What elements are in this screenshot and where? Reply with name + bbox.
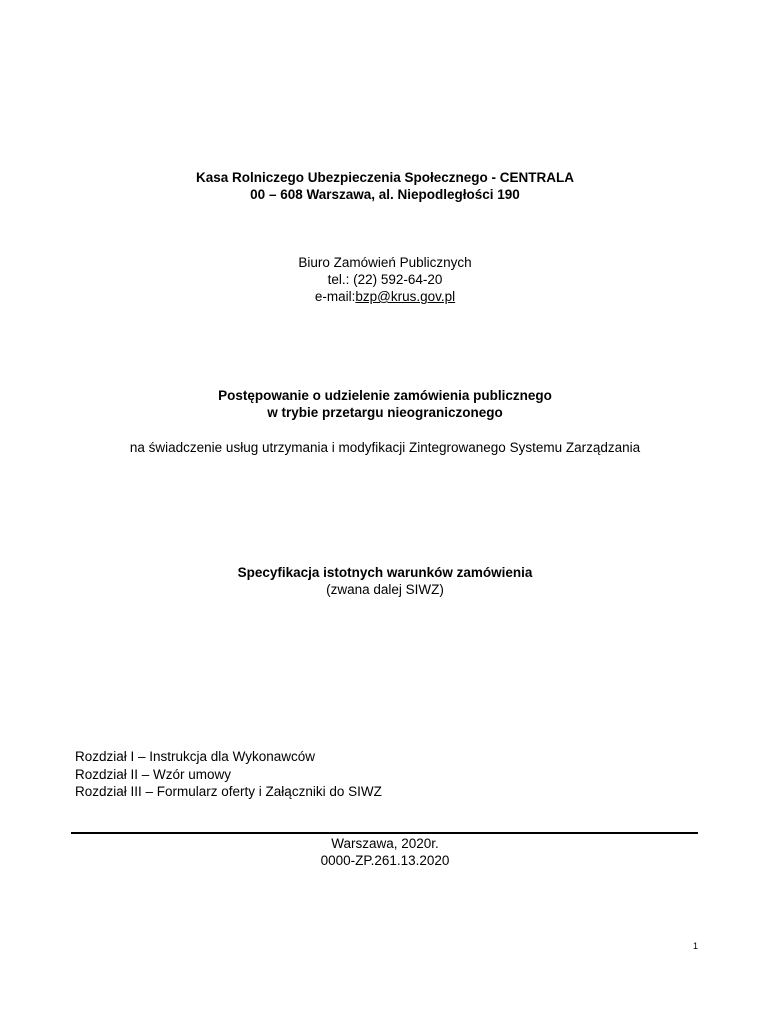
specification-title bbox=[0, 564, 770, 598]
office-phone: tel.: (22) 592-64-20 bbox=[327, 272, 443, 287]
specification-title-text: Specyfikacja istotnych warunków zamówienia bbox=[237, 565, 533, 580]
chapter-item: Rozdział I – Instrukcja dla Wykonawców bbox=[75, 749, 315, 764]
place-date: Warszawa, 2020r. bbox=[331, 836, 439, 851]
office-contact bbox=[0, 254, 770, 305]
chapter-item: Rozdział II – Wzór umowy bbox=[75, 766, 232, 782]
chapter-list bbox=[75, 748, 382, 801]
specification-subtitle: (zwana dalej SIWZ) bbox=[326, 582, 444, 597]
email-prefix: e-mail: bbox=[314, 289, 356, 304]
horizontal-divider bbox=[71, 832, 698, 834]
procedure-subject bbox=[0, 439, 770, 456]
institution-name: Kasa Rolniczego Ubezpieczenia Społecznego - CENTRALA bbox=[195, 170, 575, 185]
institution-address: 00 – 608 Warszawa, al. Niepodległości 190 bbox=[250, 187, 520, 202]
office-name: Biuro Zamówień Publicznych bbox=[298, 255, 472, 270]
footer bbox=[0, 835, 770, 869]
institution-header bbox=[0, 169, 770, 203]
reference-number: 0000-ZP.261.13.2020 bbox=[320, 853, 450, 868]
procedure-subject-text: na świadczenie usług utrzymania i modyfikacji Zintegrowanego Systemu Zarządzania bbox=[129, 440, 641, 455]
procedure-title bbox=[0, 387, 770, 421]
chapter-item: Rozdział III – Formularz oferty i Załączniki do SIWZ bbox=[75, 784, 382, 799]
email-link[interactable]: bzp@krus.gov.pl bbox=[355, 289, 456, 304]
procedure-title-line2: w trybie przetargu nieograniczonego bbox=[267, 405, 503, 420]
procedure-title-line1: Postępowanie o udzielenie zamówienia publicznego bbox=[218, 388, 552, 403]
page-number: 1 bbox=[692, 941, 698, 951]
office-email-line bbox=[0, 288, 770, 305]
